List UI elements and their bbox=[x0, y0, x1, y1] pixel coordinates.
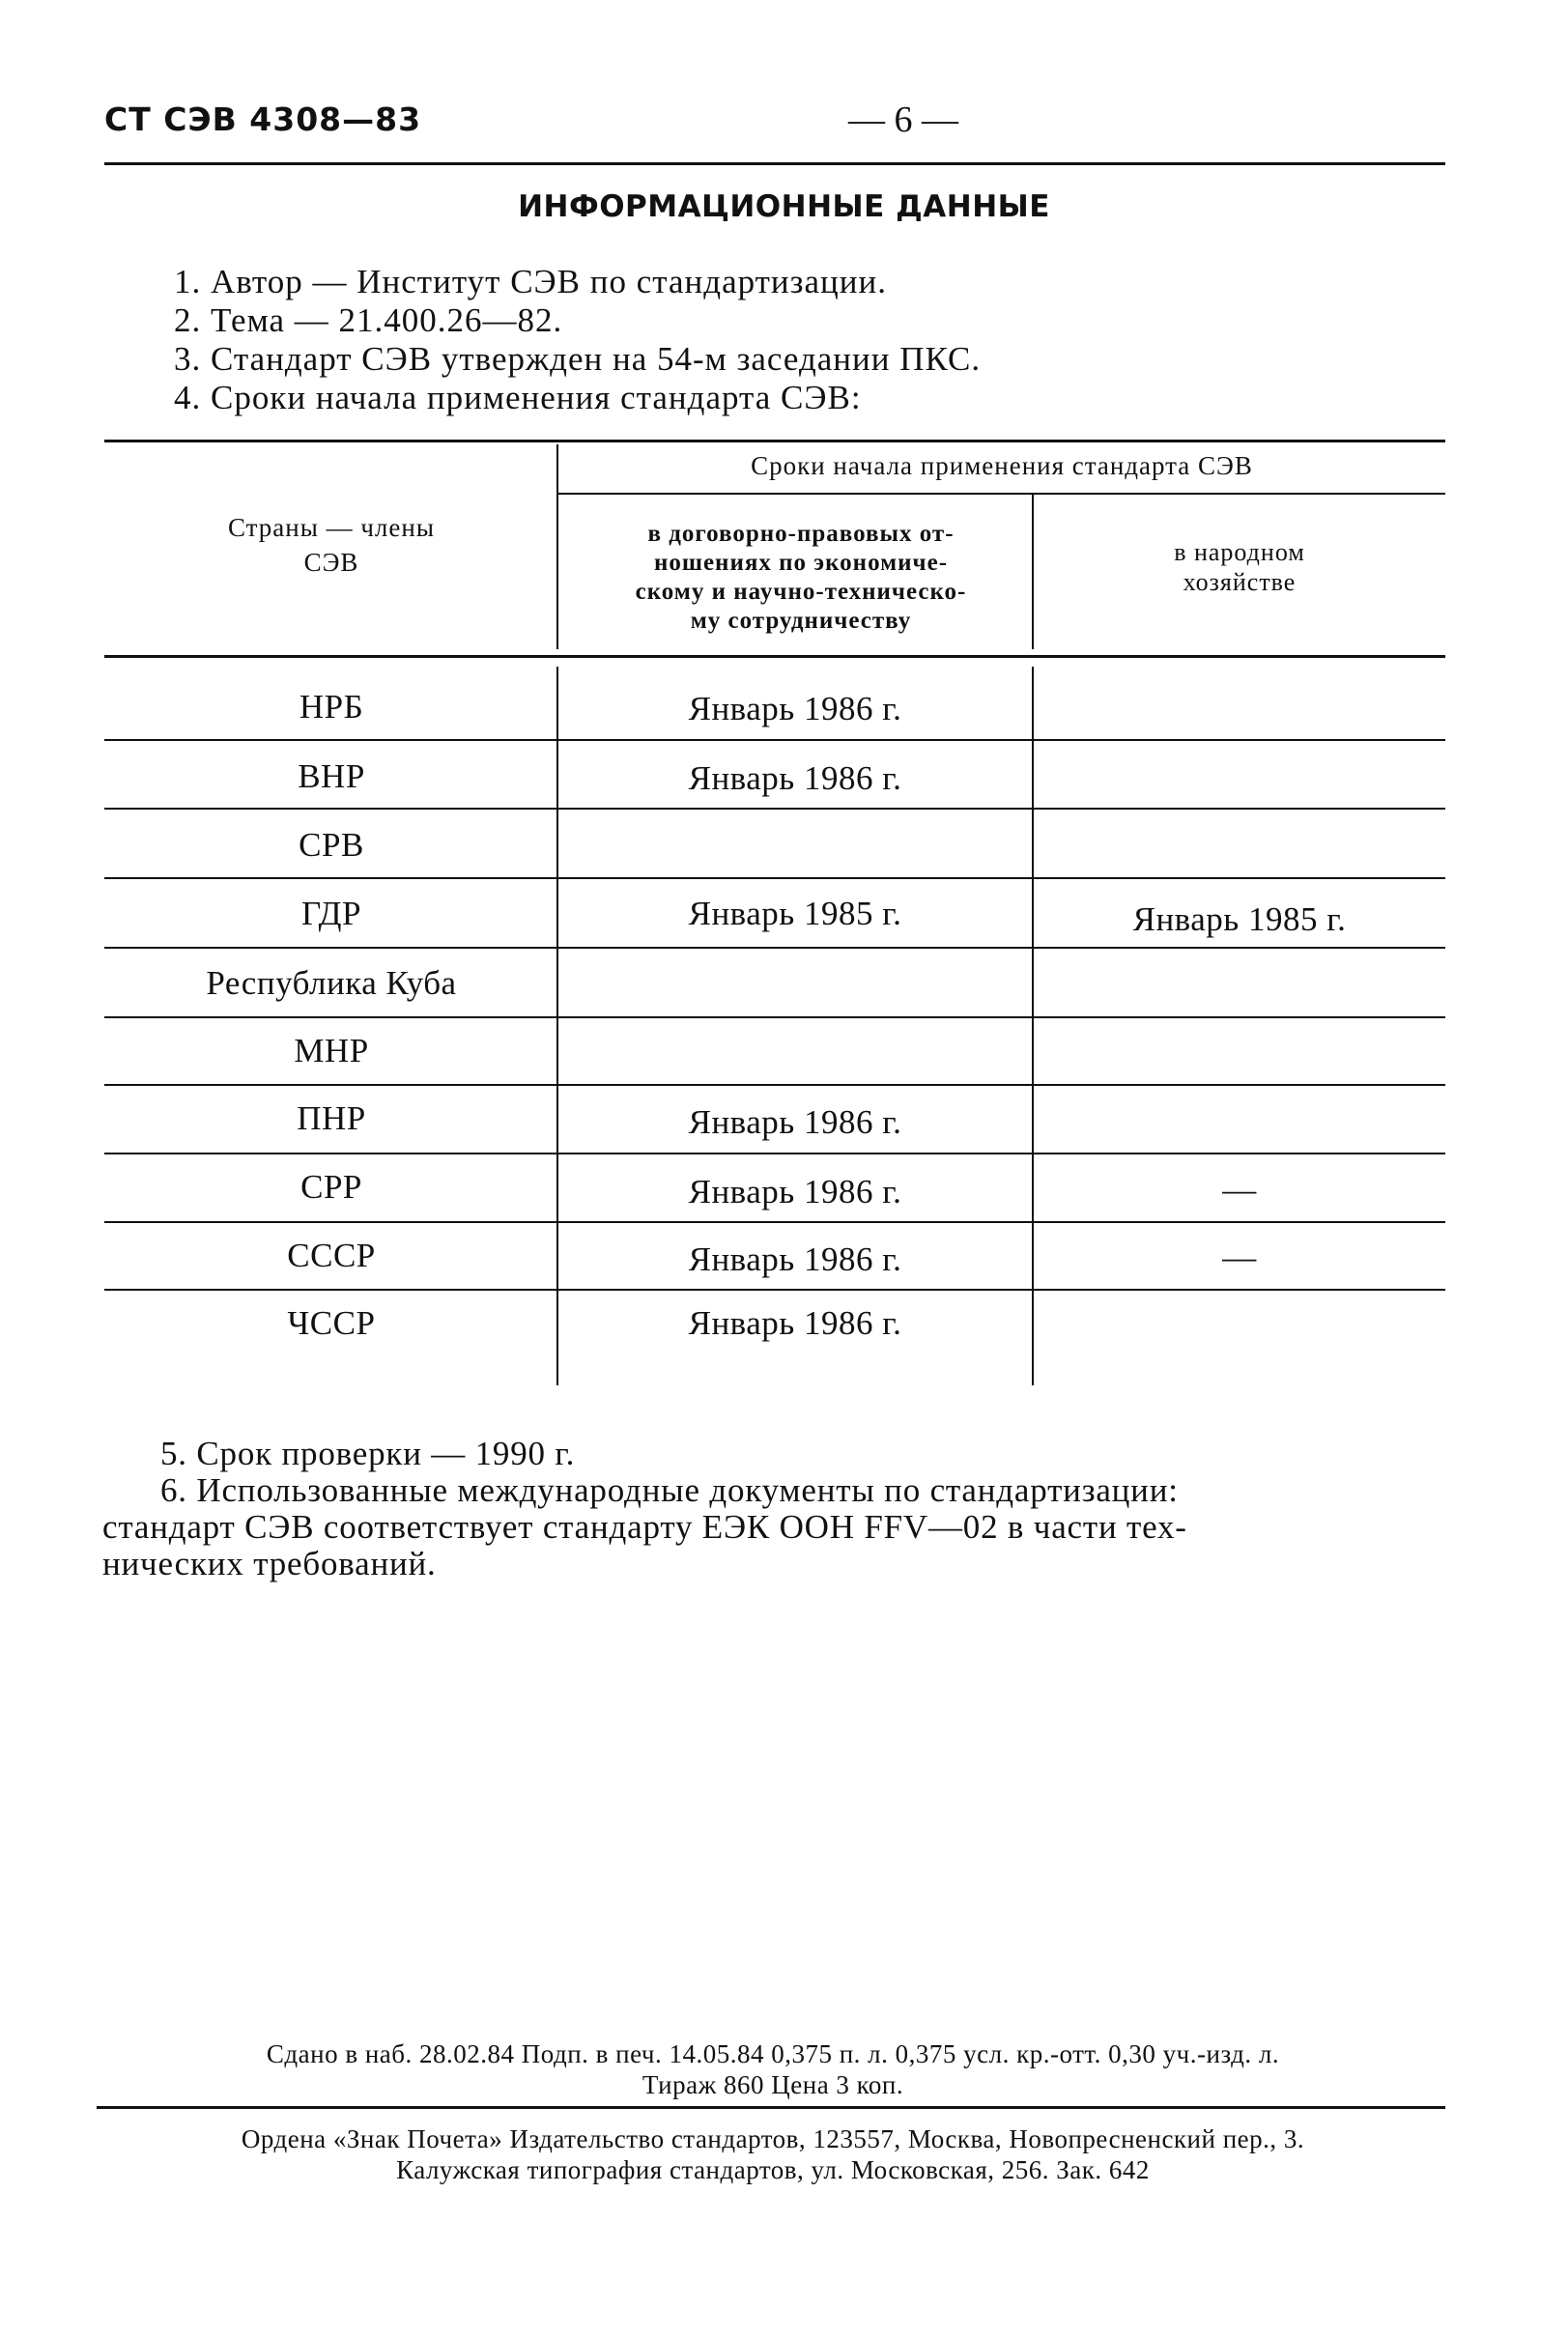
cell-country: ЧССР bbox=[287, 1304, 376, 1342]
cell-contract-date: Январь 1986 г. bbox=[688, 690, 902, 727]
cell-country: ПНР bbox=[297, 1099, 366, 1137]
cell-contract-date: Январь 1986 г. bbox=[688, 1103, 902, 1141]
row-rule bbox=[104, 808, 1445, 810]
cell-national-date: — bbox=[1222, 1171, 1257, 1209]
cell-contract-date: Январь 1986 г. bbox=[688, 759, 902, 797]
document-code: СТ СЭВ 4308—83 bbox=[104, 100, 422, 138]
list-item: 5. Срок проверки — 1990 г. bbox=[160, 1435, 576, 1472]
row-rule bbox=[104, 1289, 1445, 1291]
cell-contract-date: Январь 1986 г. bbox=[688, 1304, 902, 1342]
row-rule bbox=[104, 1084, 1445, 1086]
header-group-rule bbox=[558, 493, 1445, 495]
row-rule bbox=[104, 1221, 1445, 1223]
info-list bbox=[174, 263, 981, 417]
cell-country: НРБ bbox=[299, 688, 364, 726]
row-rule bbox=[104, 947, 1445, 949]
print-imprint: Сдано в наб. 28.02.84 Подп. в печ. 14.05.84 0,375 п. л. 0,375 усл. кр.-отт. 0,30 уч.-изд. л. Тираж 860 Цена 3 коп. bbox=[266, 2039, 1280, 2099]
list-item-continuation: стандарт СЭВ соответствует стандарту ЕЭК ООН FFV—02 в части тех- bbox=[102, 1508, 1187, 1546]
header-rule bbox=[104, 162, 1445, 165]
additional-info bbox=[102, 1435, 1187, 1582]
row-rule bbox=[104, 739, 1445, 741]
page-number: — 6 — bbox=[848, 100, 958, 140]
list-item: 4. Сроки начала применения стандарта СЭВ: bbox=[174, 379, 862, 416]
list-item: 1. Автор — Институт СЭВ по стандартизации. bbox=[174, 263, 887, 300]
column-divider bbox=[1032, 495, 1034, 649]
publisher-footer: Ордена «Знак Почета» Издательство стандартов, 123557, Москва, Новопресненский пер., 3. Калужская типография стандартов, ул. Московская, 256. Зак. 642 bbox=[241, 2124, 1305, 2184]
cell-country: Республика Куба bbox=[206, 964, 457, 1002]
list-item: 2. Тема — 21.400.26—82. bbox=[174, 301, 563, 339]
cell-country: ГДР bbox=[301, 895, 361, 932]
row-rule bbox=[104, 1153, 1445, 1154]
table-top-rule bbox=[104, 440, 1445, 442]
list-item-continuation: нических требований. bbox=[102, 1545, 437, 1582]
cell-country: ВНР bbox=[298, 757, 365, 795]
cell-national-date: — bbox=[1222, 1239, 1257, 1276]
row-rule bbox=[104, 877, 1445, 879]
header-national: в народном хозяйстве bbox=[1174, 538, 1305, 596]
footer-rule bbox=[97, 2106, 1445, 2109]
header-group-dates: Сроки начала применения стандарта СЭВ bbox=[751, 451, 1253, 480]
column-divider bbox=[1032, 667, 1034, 1385]
list-item: 3. Стандарт СЭВ утвержден на 54-м заседании ПКС. bbox=[174, 340, 982, 378]
cell-contract-date: Январь 1986 г. bbox=[688, 1173, 902, 1211]
header-contract: в договорно-правовых от- ношениях по экономиче- скому и научно-техническо- му сотрудничеству bbox=[635, 521, 967, 634]
header-countries: Страны — члены СЭВ bbox=[228, 513, 435, 577]
cell-country: СРВ bbox=[299, 826, 364, 864]
cell-national-date: Январь 1985 г. bbox=[1132, 900, 1347, 938]
column-divider bbox=[556, 444, 558, 649]
cell-country: МНР bbox=[294, 1032, 369, 1069]
cell-country: СССР bbox=[287, 1237, 376, 1274]
cell-country: СРР bbox=[300, 1168, 362, 1206]
list-item: 6. Использованные международные документы по стандартизации: bbox=[160, 1471, 1179, 1509]
section-title: ИНФОРМАЦИОННЫЕ ДАННЫЕ bbox=[518, 189, 1050, 224]
row-rule bbox=[104, 1016, 1445, 1018]
table-header-rule bbox=[104, 655, 1445, 658]
cell-contract-date: Январь 1985 г. bbox=[688, 895, 902, 932]
cell-contract-date: Январь 1986 г. bbox=[688, 1240, 902, 1278]
